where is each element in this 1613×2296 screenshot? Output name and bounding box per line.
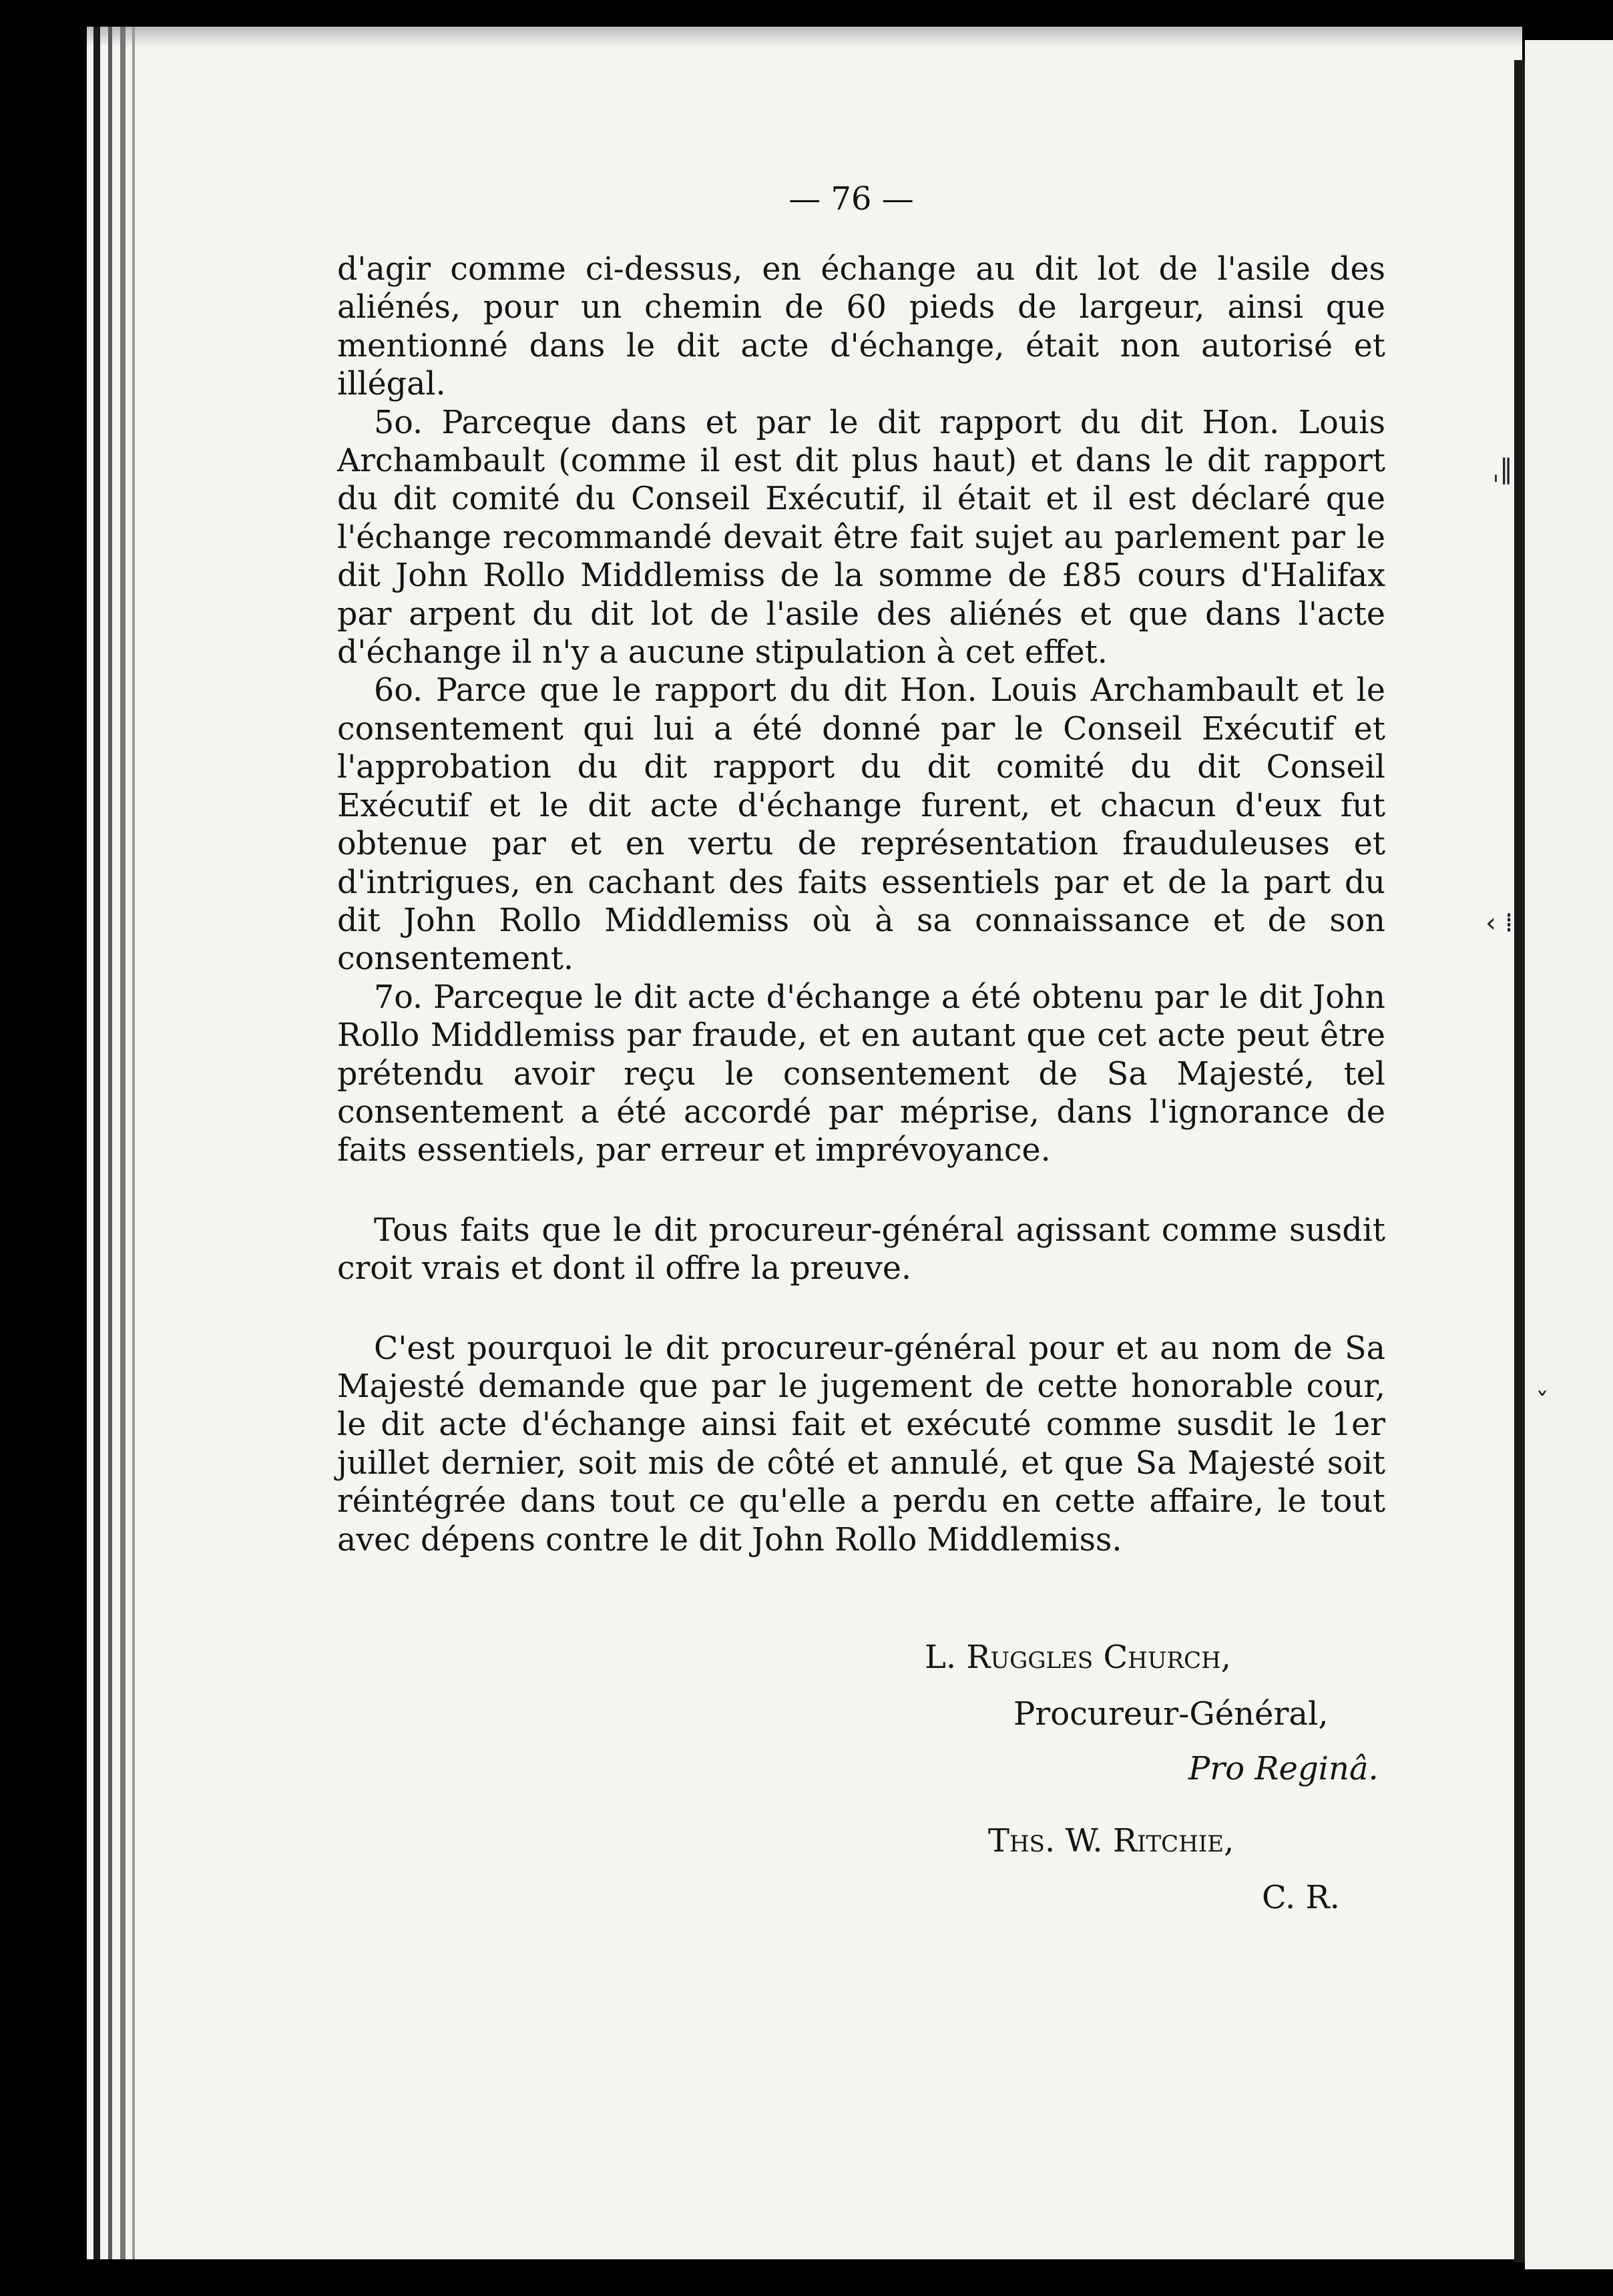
signatory-capacity: Pro Reginâ. <box>1188 1750 1379 1787</box>
book-edge <box>108 27 112 2259</box>
paragraph-gap <box>337 1288 1385 1330</box>
page-top-shadow <box>87 27 1522 47</box>
paragraph: 5o. Parceque dans et par le dit rapport du dit Hon. Louis Archambault (comme il est dit plus haut) et dans le dit rapport du dit comité du Conseil Exécutif, il était et il est déclaré que l'échange recommandé devait être fait sujet au parlement par le dit John Rollo Middlemiss de la somme de £85 cours d'Halifax par arpent du dit lot de l'asile des aliénés et que dans l'acte d'échange il n'y a aucune stipulation à cet effet. <box>337 404 1385 671</box>
signatory-name: L. Ruggles Church, <box>925 1639 1232 1676</box>
paragraph: 6o. Parce que le rapport du dit Hon. Louis Archambault et le consentement qui lui a été donné par le Conseil Exécutif et l'approbation du dit rapport du dit comité du dit Conseil Exécutif et le dit acte d'échange furent, et chacun d'eux fut obtenue par et en vertu de représentation frauduleuses et d'intrigues, en cachant des faits essentiels par et de la part du dit John Rollo Middlemiss où à sa connaissance et de son consentement. <box>337 672 1385 978</box>
second-signatory-name: Ths. W. Ritchie, <box>988 1822 1234 1859</box>
book-edge <box>120 27 126 2259</box>
paragraph: C'est pourquoi le dit procureur-général pour et au nom de Sa Majesté demande que par le jugement de cette honorable cour, le dit acte d'échange ainsi fait et exécuté comme susdit le 1er juillet dernier, soit mis de côté et annulé, et que Sa Majesté soit réintégrée dans tout ce qu'elle a perdu en cette affaire, le tout avec dépens contre le dit John Rollo Middlemiss. <box>337 1330 1385 1558</box>
book-edge <box>93 27 100 2259</box>
document-body <box>337 250 1385 1559</box>
paragraph: 7o. Parceque le dit acte d'échange a été obtenu par le dit John Rollo Middlemiss par fraude, et en autant que cet acte peut être prétendu avoir reçu le consentement de Sa Majesté, tel consentement a été accordé par méprise, dans l'ignorance de faits essentiels, par erreur et imprévoyance. <box>337 978 1385 1169</box>
page-gutter <box>1514 60 1525 2263</box>
signatory-title: Procureur-Général, <box>1013 1695 1329 1733</box>
second-signatory-title: C. R. <box>1262 1879 1340 1916</box>
book-edge <box>132 27 135 2259</box>
paragraph-gap <box>337 1170 1385 1211</box>
margin-bleed-mark: ˌ‖ <box>1492 454 1513 485</box>
paragraph: Tous faits que le dit procureur-général agissant comme susdit croit vrais et dont il offre la preuve. <box>337 1211 1385 1287</box>
facing-page-edge <box>1525 40 1613 2269</box>
margin-bleed-mark: ˇ <box>1536 1388 1549 1419</box>
margin-bleed-mark: ‹ ⁞ <box>1485 908 1514 938</box>
page-number: — 76 — <box>788 180 914 218</box>
paragraph: d'agir comme ci-dessus, en échange au dit lot de l'asile des aliénés, pour un chemin de 60 pieds de largeur, ainsi que mentionné dans le dit acte d'échange, était non autorisé et illégal. <box>337 251 1385 403</box>
